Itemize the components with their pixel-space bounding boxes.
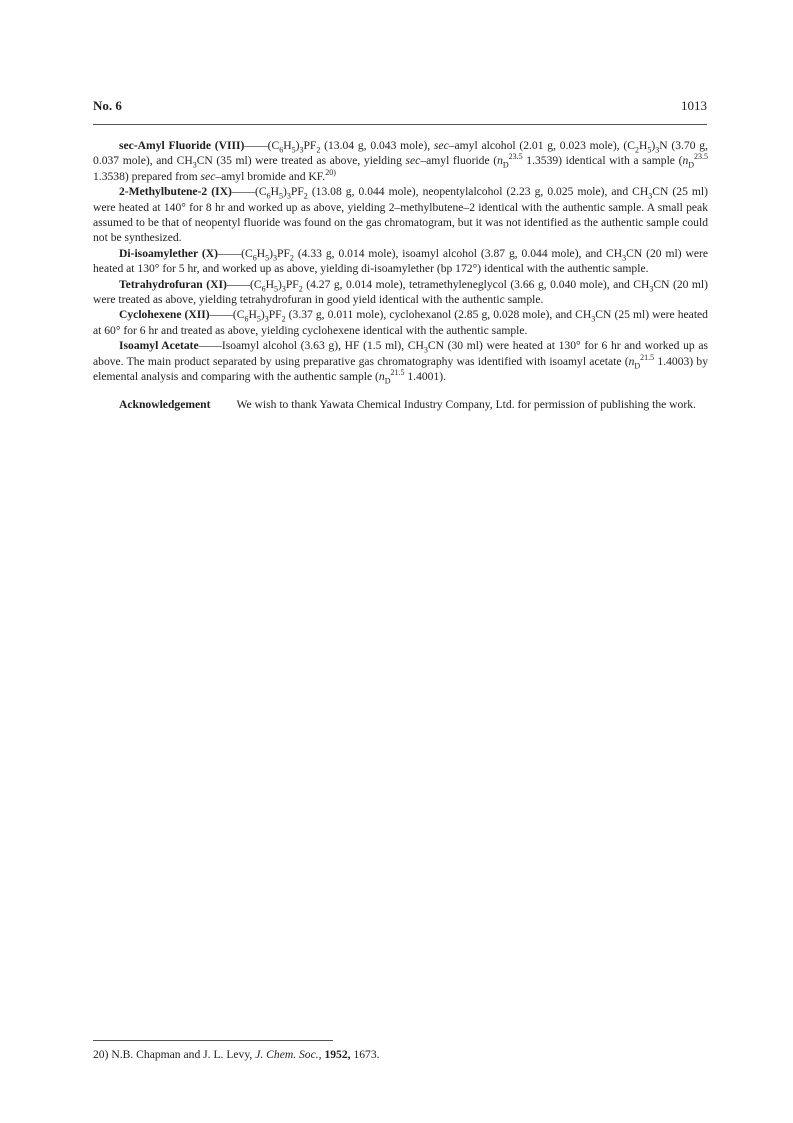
article-body (93, 138, 708, 412)
footnote-20 (93, 1048, 707, 1061)
paragraph-title: Tetrahydrofuran (XI) (119, 277, 227, 291)
paragraph-text: $——(C_6H_5)_3PF_2$ (13.08 g, 0.044 mole), neopentylalcohol (2.23 g, 0.025 mole), and $CH_3CN$ (25 ml) were heated at 140° for 8 hr and worked up as above, yielding 2–methylbutene–2 identical with the authentic sample. A small peak assumed to be that of neopentyl fluoride was found on the gas chromatogram, but it was not identified as the authentic sample could not be synthesized. (93, 185, 708, 245)
page-number: 1013 (681, 98, 707, 113)
footnote-year: 1952, (324, 1048, 351, 1061)
header-rule (93, 124, 707, 125)
footnote-authors: N.B. Chapman and J. L. Levy, (111, 1048, 253, 1061)
acknowledgement-section (93, 397, 708, 412)
running-header (93, 98, 707, 120)
footnote-number: 20) (93, 1048, 109, 1061)
paragraph-tetrahydrofuran (93, 277, 708, 308)
acknowledgement-title: Acknowledgement (119, 397, 211, 411)
paragraph-2-methylbutene-2 (93, 184, 708, 246)
paragraph-sec-amyl-fluoride (93, 138, 708, 184)
paragraph-title: sec-Amyl Fluoride (VIII) (119, 139, 245, 152)
paragraph-title: Isoamyl Acetate (119, 339, 199, 353)
acknowledgement-text: We wish to thank Yawata Chemical Industry Company, Ltd. for permission of publishing the work. (236, 397, 696, 411)
paragraph-title: 2-Methylbutene-2 (IX) (119, 185, 232, 199)
paragraph-title: Cyclohexene (XII) (119, 308, 210, 322)
paragraph-text: $——(C_6H_5)_3PF_2$ (3.37 g, 0.011 mole), cyclohexanol (2.85 g, 0.028 mole), and $CH_3CN$ (25 ml) were heated at 60° for 6 hr and treated as above, yielding cyclohexene identical with the authentic sample. (93, 308, 708, 337)
paragraph-cyclohexene (93, 307, 708, 338)
footnote-journal: J. Chem. Soc., (255, 1048, 322, 1061)
paragraph-text: $——(C_6H_5)_3PF_2$ (4.33 g, 0.014 mole), isoamyl alcohol (3.87 g, 0.044 mole), and $CH_3CN$ (20 ml) were heated at 130° for 5 hr, and worked up as above, yielding di-isoamylether (bp 172°) identical with the authentic sample. (93, 246, 708, 276)
paragraph-di-isoamylether (93, 246, 708, 277)
footnote-rule (93, 1040, 333, 1041)
paragraph-text: ——Isoamyl alcohol (3.63 g), HF (1.5 ml), $CH_3CN$ (30 ml) were heated at 130° for 6 hr and worked up as above. The main product separated by using preparative gas chromatography was identified with isoamyl acetate ($n_D^{21.5}$ 1.4003) by elemental analysis and comparing with the authentic sample ($n_D^{21.5}$ 1.4001). (93, 339, 709, 386)
paragraph-text: $——(C_6H_5)_3PF_2$ (4.27 g, 0.014 mole), tetramethyleneglycol (3.66 g, 0.040 mole), and $CH_3CN$ (20 ml) were treated as above, yielding tetrahydrofuran in good yield identical with the authentic sample. (93, 277, 708, 307)
issue-number: No. 6 (93, 98, 122, 113)
paragraph-text: $——(C_6H_5)_3PF_2$ (13.04 g, 0.043 mole), sec–amyl alcohol (2.01 g, 0.023 mole), $(C_2H_5)_3N$ (3.70 g, 0.037 mole), and $CH_3CN$ (35 ml) were treated as above, yielding sec–amyl fluoride ($n_D^{23.5}$ 1.3539) identical with a sample ($n_D^{23.5}$ 1.3538) prepared from sec–amyl bromide and KF.$^{20)}$ (93, 139, 709, 183)
footnote-pages: 1673. (353, 1048, 380, 1061)
paragraph-isoamyl-acetate (93, 338, 708, 384)
paragraph-title: Di-isoamylether (X) (119, 246, 218, 260)
